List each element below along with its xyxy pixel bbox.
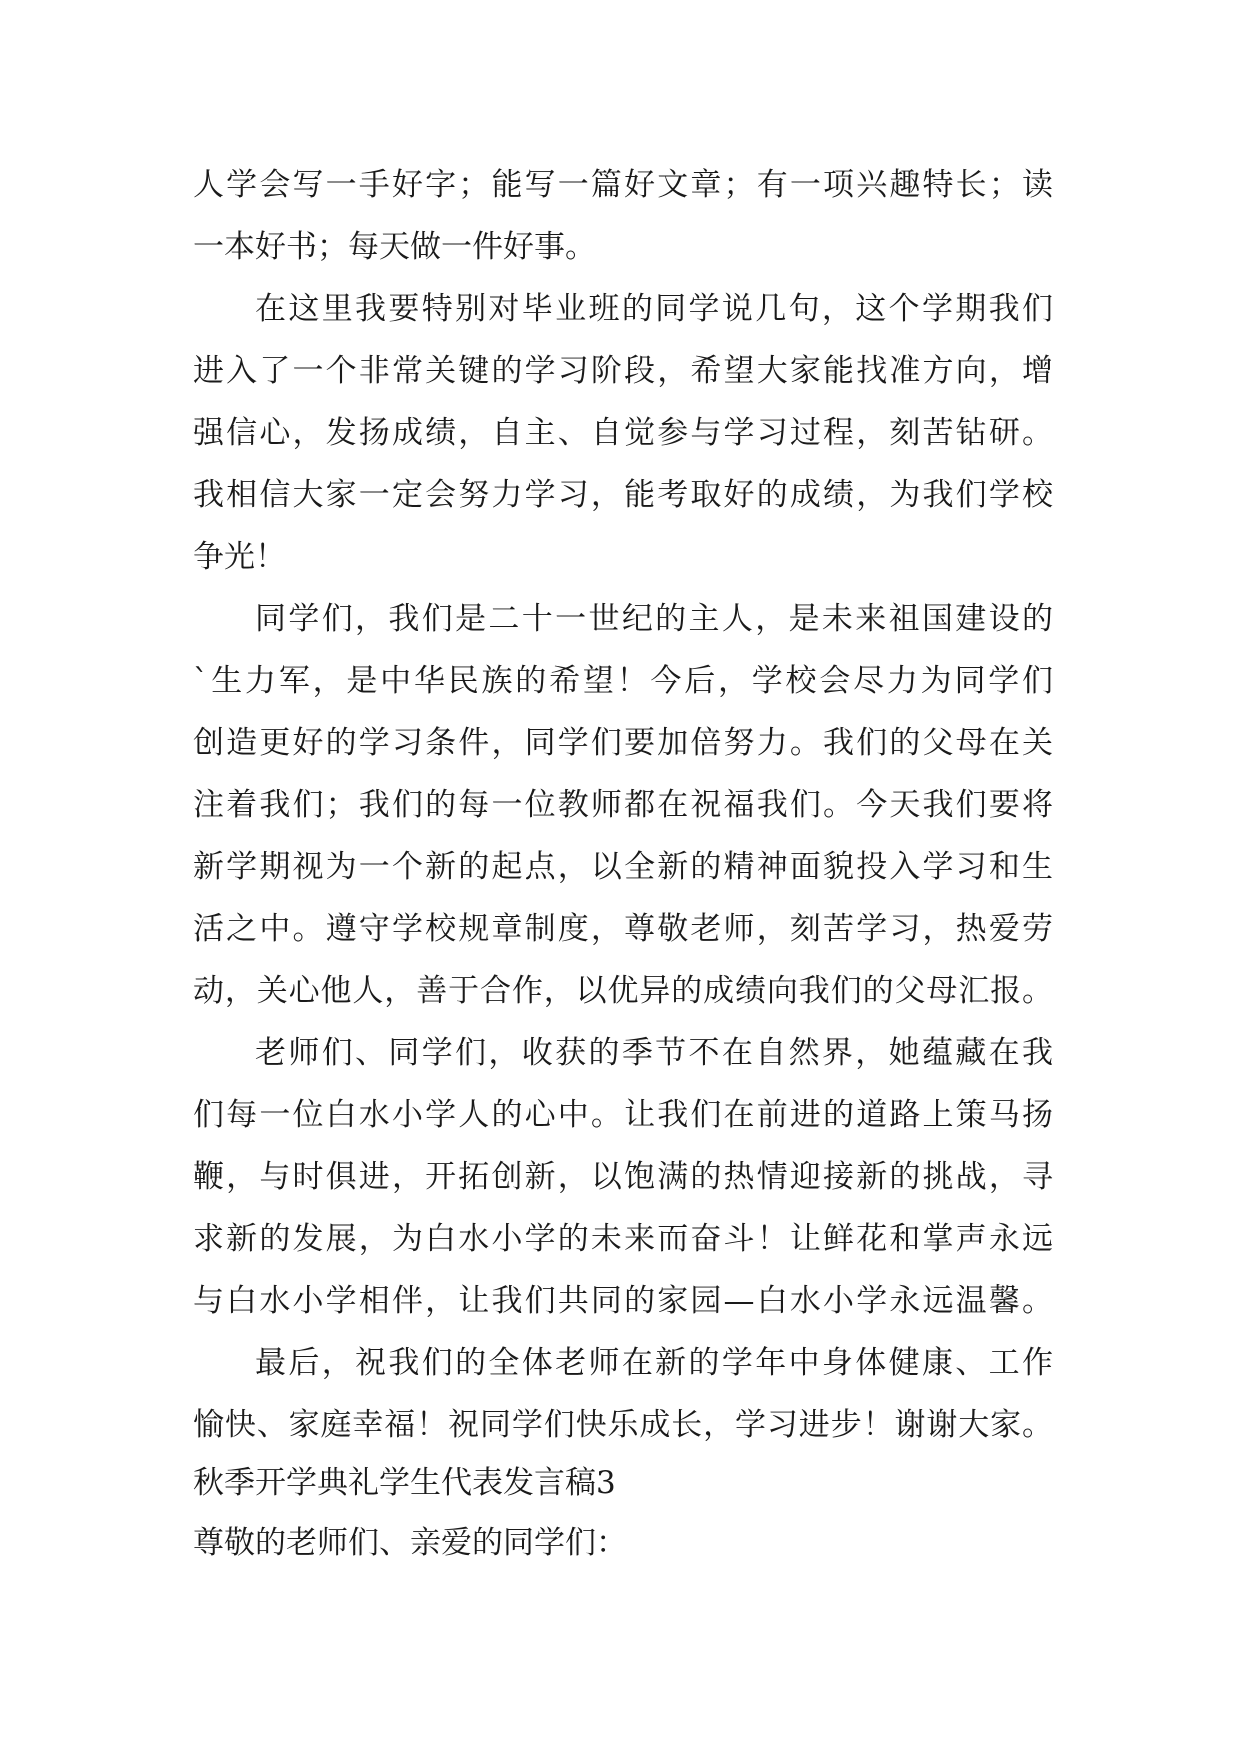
text-line: 一本好书；每天做一件好事。: [193, 229, 596, 265]
text-line: 强信心，发扬成绩，自主、自觉参与学习过程，刻苦钻研。: [193, 415, 1053, 451]
text-line: 争光！: [193, 539, 286, 575]
text-line: 求新的发展，为白水小学的未来而奋斗！让鲜花和掌声永远: [193, 1221, 1053, 1257]
paragraph-first-line: 在这里我要特别对毕业班的同学说几句，这个学期我们: [255, 291, 1053, 327]
text-line: 人学会写一手好字；能写一篇好文章；有一项兴趣特长；读: [193, 167, 1053, 203]
text-line: 与白水小学相伴，让我们共同的家园—白水小学永远温馨。: [193, 1283, 1053, 1319]
salutation: 尊敬的老师们、亲爱的同学们：: [193, 1525, 627, 1561]
paragraph-first-line: 同学们，我们是二十一世纪的主人，是未来祖国建设的: [255, 601, 1053, 637]
text-line: `生力军，是中华民族的希望！今后，学校会尽力为同学们: [193, 663, 1053, 699]
text-line: 我相信大家一定会努力学习，能考取好的成绩，为我们学校: [193, 477, 1053, 513]
text-line: 进入了一个非常关键的学习阶段，希望大家能找准方向，增: [193, 353, 1053, 389]
text-line: 注着我们；我们的每一位教师都在祝福我们。今天我们要将: [193, 787, 1053, 823]
text-line: 创造更好的学习条件，同学们要加倍努力。我们的父母在关: [193, 725, 1053, 761]
text-line: 动，关心他人，善于合作，以优异的成绩向我们的父母汇报。: [193, 973, 1053, 1009]
text-line: 愉快、家庭幸福！祝同学们快乐成长，学习进步！谢谢大家。: [193, 1407, 1053, 1443]
section-title: 秋季开学典礼学生代表发言稿3: [193, 1465, 616, 1501]
text-line: 新学期视为一个新的起点，以全新的精神面貌投入学习和生: [193, 849, 1053, 885]
text-line: 鞭，与时俱进，开拓创新，以饱满的热情迎接新的挑战，寻: [193, 1159, 1053, 1195]
paragraph-first-line: 最后，祝我们的全体老师在新的学年中身体健康、工作: [255, 1345, 1053, 1381]
text-line: 们每一位白水小学人的心中。让我们在前进的道路上策马扬: [193, 1097, 1053, 1133]
paragraph-first-line: 老师们、同学们，收获的季节不在自然界，她蕴藏在我: [255, 1035, 1053, 1071]
text-line: 活之中。遵守学校规章制度，尊敬老师，刻苦学习，热爱劳: [193, 911, 1053, 947]
